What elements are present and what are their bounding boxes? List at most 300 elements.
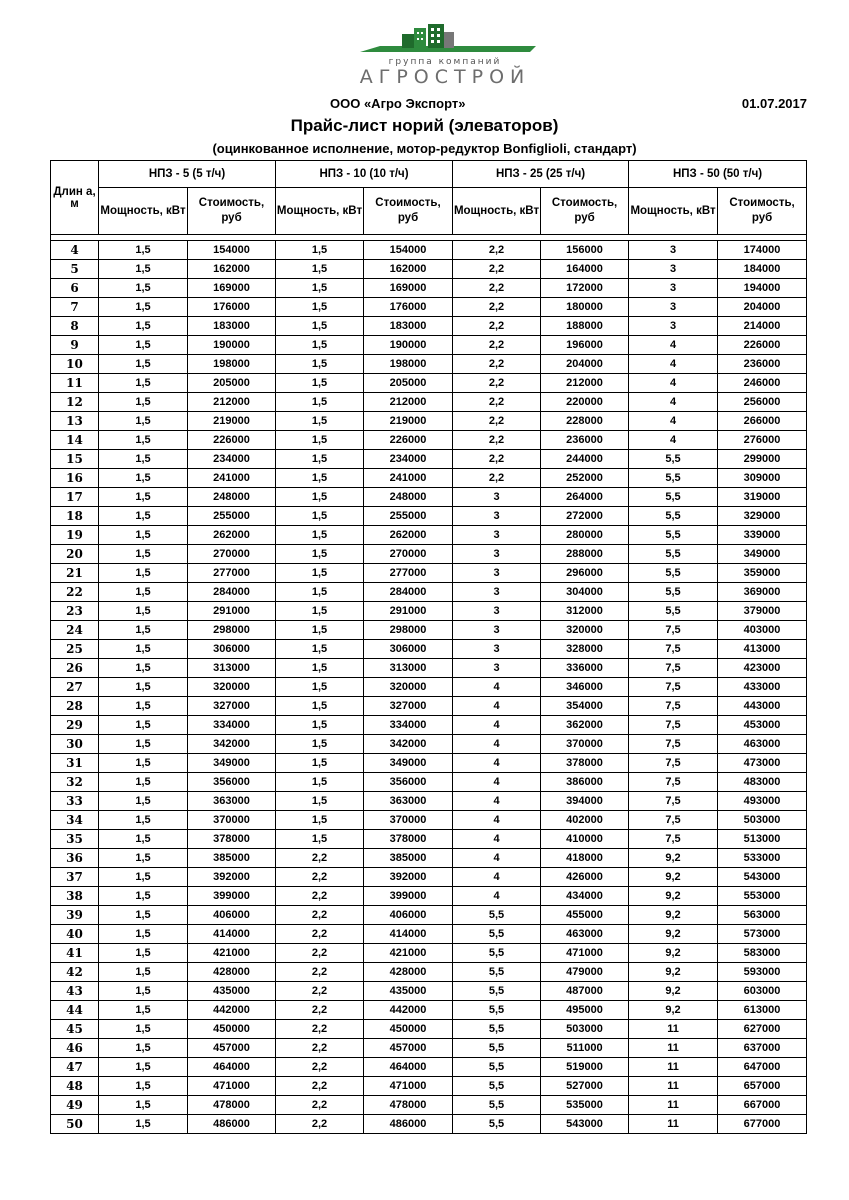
price-cell: 403000 (718, 621, 807, 640)
price-cell: 248000 (188, 488, 276, 507)
table-row (51, 1077, 807, 1096)
price-cell: 457000 (188, 1039, 276, 1058)
power-cell: 4 (629, 374, 718, 393)
price-cell: 677000 (718, 1115, 807, 1134)
price-cell: 369000 (718, 583, 807, 602)
price-cell: 306000 (188, 640, 276, 659)
power-cell: 1,5 (99, 659, 188, 678)
power-cell: 1,5 (276, 792, 364, 811)
power-cell: 1,5 (276, 811, 364, 830)
length-cell: 6 (51, 279, 99, 298)
price-cell: 413000 (718, 640, 807, 659)
length-cell: 48 (51, 1077, 99, 1096)
price-cell: 212000 (188, 393, 276, 412)
price-cell: 471000 (188, 1077, 276, 1096)
power-cell: 5,5 (453, 944, 541, 963)
power-cell: 4 (629, 355, 718, 374)
table-row (51, 773, 807, 792)
power-cell: 1,5 (99, 317, 188, 336)
price-cell: 478000 (188, 1096, 276, 1115)
price-header: Стоимость, руб (188, 188, 276, 235)
price-cell: 603000 (718, 982, 807, 1001)
power-cell: 2,2 (453, 241, 541, 260)
price-cell: 421000 (364, 944, 453, 963)
power-cell: 9,2 (629, 1001, 718, 1020)
price-cell: 320000 (364, 678, 453, 697)
price-cell: 198000 (188, 355, 276, 374)
price-cell: 219000 (364, 412, 453, 431)
power-cell: 7,5 (629, 659, 718, 678)
power-cell: 4 (453, 678, 541, 697)
power-cell: 1,5 (276, 830, 364, 849)
price-cell: 423000 (718, 659, 807, 678)
power-cell: 7,5 (629, 716, 718, 735)
price-cell: 299000 (718, 450, 807, 469)
price-cell: 262000 (364, 526, 453, 545)
table-row (51, 412, 807, 431)
power-cell: 5,5 (453, 1020, 541, 1039)
length-cell: 32 (51, 773, 99, 792)
power-cell: 2,2 (276, 1096, 364, 1115)
power-cell: 3 (453, 659, 541, 678)
length-cell: 18 (51, 507, 99, 526)
power-cell: 2,2 (453, 260, 541, 279)
price-cell: 276000 (718, 431, 807, 450)
price-cell: 435000 (364, 982, 453, 1001)
table-row (51, 868, 807, 887)
power-cell: 1,5 (99, 1077, 188, 1096)
price-cell: 246000 (718, 374, 807, 393)
price-cell: 320000 (188, 678, 276, 697)
price-cell: 349000 (188, 754, 276, 773)
length-cell: 41 (51, 944, 99, 963)
power-cell: 2,2 (453, 317, 541, 336)
price-cell: 226000 (188, 431, 276, 450)
price-cell: 457000 (364, 1039, 453, 1058)
table-row (51, 716, 807, 735)
power-cell: 1,5 (99, 735, 188, 754)
power-cell: 7,5 (629, 792, 718, 811)
power-cell: 2,2 (276, 849, 364, 868)
price-cell: 378000 (364, 830, 453, 849)
power-cell: 1,5 (99, 1020, 188, 1039)
power-cell: 1,5 (276, 488, 364, 507)
price-cell: 234000 (188, 450, 276, 469)
table-row (51, 640, 807, 659)
table-row (51, 982, 807, 1001)
price-table-body (51, 235, 807, 1134)
price-cell: 471000 (541, 944, 629, 963)
power-cell: 4 (453, 754, 541, 773)
price-cell: 433000 (718, 678, 807, 697)
price-cell: 342000 (364, 735, 453, 754)
table-row (51, 298, 807, 317)
power-cell: 4 (453, 716, 541, 735)
price-cell: 487000 (541, 982, 629, 1001)
power-cell: 5,5 (629, 583, 718, 602)
power-cell: 1,5 (99, 678, 188, 697)
power-cell: 9,2 (629, 849, 718, 868)
price-cell: 450000 (364, 1020, 453, 1039)
power-cell: 2,2 (453, 469, 541, 488)
price-cell: 573000 (718, 925, 807, 944)
power-cell: 2,2 (276, 1039, 364, 1058)
price-cell: 205000 (364, 374, 453, 393)
price-cell: 543000 (718, 868, 807, 887)
price-cell: 435000 (188, 982, 276, 1001)
power-cell: 11 (629, 1096, 718, 1115)
price-cell: 196000 (541, 336, 629, 355)
price-cell: 513000 (718, 830, 807, 849)
power-cell: 2,2 (276, 1001, 364, 1020)
power-cell: 11 (629, 1020, 718, 1039)
power-cell: 2,2 (453, 355, 541, 374)
power-cell: 5,5 (629, 602, 718, 621)
price-cell: 327000 (188, 697, 276, 716)
power-cell: 1,5 (276, 279, 364, 298)
price-cell: 453000 (718, 716, 807, 735)
power-cell: 5,5 (453, 1058, 541, 1077)
price-cell: 379000 (718, 602, 807, 621)
length-cell: 16 (51, 469, 99, 488)
power-cell: 1,5 (276, 450, 364, 469)
price-cell: 593000 (718, 963, 807, 982)
table-row (51, 355, 807, 374)
table-row (51, 241, 807, 260)
price-cell: 486000 (364, 1115, 453, 1134)
table-row (51, 925, 807, 944)
power-cell: 11 (629, 1039, 718, 1058)
price-cell: 266000 (718, 412, 807, 431)
power-cell: 3 (453, 602, 541, 621)
power-cell: 3 (453, 564, 541, 583)
price-cell: 320000 (541, 621, 629, 640)
power-cell: 9,2 (629, 963, 718, 982)
table-row (51, 849, 807, 868)
power-cell: 1,5 (276, 583, 364, 602)
length-cell: 43 (51, 982, 99, 1001)
power-cell: 2,2 (453, 374, 541, 393)
price-cell: 291000 (364, 602, 453, 621)
power-cell: 1,5 (99, 716, 188, 735)
table-row (51, 621, 807, 640)
power-cell: 1,5 (99, 773, 188, 792)
price-cell: 327000 (364, 697, 453, 716)
price-cell: 312000 (541, 602, 629, 621)
power-cell: 3 (629, 241, 718, 260)
table-row (51, 336, 807, 355)
price-cell: 533000 (718, 849, 807, 868)
logo-subtitle: группа компаний (388, 57, 502, 67)
length-cell: 7 (51, 298, 99, 317)
price-cell: 479000 (541, 963, 629, 982)
price-cell: 336000 (541, 659, 629, 678)
price-cell: 563000 (718, 906, 807, 925)
price-cell: 304000 (541, 583, 629, 602)
power-cell: 1,5 (99, 374, 188, 393)
price-cell: 241000 (188, 469, 276, 488)
price-cell: 483000 (718, 773, 807, 792)
price-cell: 511000 (541, 1039, 629, 1058)
power-cell: 9,2 (629, 887, 718, 906)
power-cell: 1,5 (99, 507, 188, 526)
power-cell: 5,5 (453, 1039, 541, 1058)
length-cell: 46 (51, 1039, 99, 1058)
power-cell: 1,5 (276, 507, 364, 526)
price-cell: 385000 (364, 849, 453, 868)
power-cell: 4 (453, 887, 541, 906)
price-cell: 190000 (364, 336, 453, 355)
price-cell: 535000 (541, 1096, 629, 1115)
power-cell: 7,5 (629, 754, 718, 773)
price-cell: 399000 (364, 887, 453, 906)
power-cell: 4 (629, 336, 718, 355)
power-cell: 5,5 (453, 925, 541, 944)
length-cell: 35 (51, 830, 99, 849)
power-cell: 1,5 (99, 412, 188, 431)
price-cell: 493000 (718, 792, 807, 811)
power-cell: 2,2 (276, 868, 364, 887)
power-cell: 1,5 (276, 336, 364, 355)
price-cell: 255000 (188, 507, 276, 526)
power-cell: 4 (453, 830, 541, 849)
price-cell: 527000 (541, 1077, 629, 1096)
power-cell: 1,5 (276, 564, 364, 583)
table-row (51, 1096, 807, 1115)
power-header: Мощность, кВт (629, 188, 718, 235)
power-cell: 3 (453, 621, 541, 640)
price-cell: 291000 (188, 602, 276, 621)
length-cell: 13 (51, 412, 99, 431)
price-cell: 219000 (188, 412, 276, 431)
power-cell: 7,5 (629, 735, 718, 754)
table-row (51, 469, 807, 488)
table-row (51, 906, 807, 925)
price-cell: 296000 (541, 564, 629, 583)
power-cell: 2,2 (453, 393, 541, 412)
price-cell: 363000 (188, 792, 276, 811)
power-cell: 1,5 (99, 640, 188, 659)
price-cell: 346000 (541, 678, 629, 697)
price-cell: 464000 (364, 1058, 453, 1077)
price-table (50, 160, 807, 1134)
page-title: Прайс-лист норий (элеваторов) (290, 116, 559, 135)
power-cell: 2,2 (276, 982, 364, 1001)
price-cell: 212000 (364, 393, 453, 412)
length-cell: 17 (51, 488, 99, 507)
length-cell: 10 (51, 355, 99, 374)
power-cell: 1,5 (276, 716, 364, 735)
price-cell: 270000 (188, 545, 276, 564)
power-cell: 11 (629, 1077, 718, 1096)
power-cell: 2,2 (276, 906, 364, 925)
table-row (51, 1001, 807, 1020)
table-row (51, 545, 807, 564)
power-cell: 7,5 (629, 773, 718, 792)
power-cell: 1,5 (99, 849, 188, 868)
price-cell: 356000 (364, 773, 453, 792)
power-cell: 2,2 (453, 431, 541, 450)
power-cell: 2,2 (276, 1020, 364, 1039)
power-cell: 1,5 (276, 754, 364, 773)
power-cell: 3 (453, 507, 541, 526)
power-cell: 1,5 (99, 925, 188, 944)
table-row (51, 792, 807, 811)
table-row (51, 963, 807, 982)
table-row (51, 1020, 807, 1039)
power-cell: 7,5 (629, 621, 718, 640)
price-cell: 226000 (364, 431, 453, 450)
power-cell: 1,5 (99, 963, 188, 982)
price-cell: 236000 (718, 355, 807, 374)
group-header-npz10: НПЗ - 10 (10 т/ч) (276, 161, 453, 188)
table-row (51, 944, 807, 963)
length-cell: 20 (51, 545, 99, 564)
table-row (51, 260, 807, 279)
power-header: Мощность, кВт (276, 188, 364, 235)
price-cell: 228000 (541, 412, 629, 431)
power-cell: 1,5 (276, 545, 364, 564)
table-row (51, 887, 807, 906)
price-cell: 205000 (188, 374, 276, 393)
power-cell: 1,5 (99, 279, 188, 298)
price-header: Стоимость, руб (364, 188, 453, 235)
power-cell: 1,5 (276, 431, 364, 450)
price-cell: 236000 (541, 431, 629, 450)
group-header-npz25: НПЗ - 25 (25 т/ч) (453, 161, 629, 188)
price-cell: 473000 (718, 754, 807, 773)
company-name: ООО «Агро Экспорт» (330, 96, 466, 111)
price-cell: 264000 (541, 488, 629, 507)
price-cell: 288000 (541, 545, 629, 564)
power-cell: 3 (629, 260, 718, 279)
power-cell: 2,2 (453, 412, 541, 431)
length-cell: 27 (51, 678, 99, 697)
power-header: Мощность, кВт (453, 188, 541, 235)
price-cell: 363000 (364, 792, 453, 811)
length-cell: 40 (51, 925, 99, 944)
length-cell: 21 (51, 564, 99, 583)
price-cell: 583000 (718, 944, 807, 963)
power-cell: 1,5 (99, 393, 188, 412)
price-cell: 399000 (188, 887, 276, 906)
power-cell: 5,5 (453, 963, 541, 982)
price-cell: 313000 (364, 659, 453, 678)
price-cell: 162000 (188, 260, 276, 279)
power-cell: 2,2 (453, 336, 541, 355)
power-cell: 1,5 (276, 260, 364, 279)
power-cell: 3 (453, 640, 541, 659)
power-cell: 2,2 (453, 279, 541, 298)
price-cell: 176000 (188, 298, 276, 317)
power-cell: 1,5 (99, 1001, 188, 1020)
price-cell: 284000 (364, 583, 453, 602)
power-cell: 1,5 (276, 469, 364, 488)
length-cell: 33 (51, 792, 99, 811)
table-row (51, 374, 807, 393)
power-cell: 1,5 (99, 526, 188, 545)
price-cell: 198000 (364, 355, 453, 374)
price-cell: 309000 (718, 469, 807, 488)
power-cell: 1,5 (276, 241, 364, 260)
price-cell: 450000 (188, 1020, 276, 1039)
price-cell: 162000 (364, 260, 453, 279)
price-cell: 280000 (541, 526, 629, 545)
table-row (51, 1039, 807, 1058)
price-cell: 402000 (541, 811, 629, 830)
company-logo (350, 22, 540, 88)
power-cell: 1,5 (99, 811, 188, 830)
power-cell: 2,2 (276, 925, 364, 944)
length-cell: 29 (51, 716, 99, 735)
price-cell: 406000 (364, 906, 453, 925)
length-cell: 34 (51, 811, 99, 830)
power-cell: 3 (453, 488, 541, 507)
price-cell: 169000 (188, 279, 276, 298)
power-cell: 4 (629, 412, 718, 431)
price-cell: 154000 (364, 241, 453, 260)
power-cell: 1,5 (99, 887, 188, 906)
power-cell: 1,5 (99, 298, 188, 317)
power-cell: 7,5 (629, 830, 718, 849)
length-cell: 39 (51, 906, 99, 925)
power-cell: 1,5 (276, 355, 364, 374)
table-row (51, 279, 807, 298)
price-cell: 256000 (718, 393, 807, 412)
length-cell: 22 (51, 583, 99, 602)
power-cell: 4 (629, 393, 718, 412)
price-cell: 418000 (541, 849, 629, 868)
table-row (51, 583, 807, 602)
price-cell: 442000 (364, 1001, 453, 1020)
power-cell: 5,5 (629, 450, 718, 469)
length-cell: 37 (51, 868, 99, 887)
power-cell: 4 (453, 868, 541, 887)
power-cell: 4 (453, 773, 541, 792)
power-cell: 1,5 (276, 640, 364, 659)
power-cell: 9,2 (629, 868, 718, 887)
price-cell: 503000 (718, 811, 807, 830)
price-cell: 426000 (541, 868, 629, 887)
power-cell: 1,5 (99, 830, 188, 849)
length-cell: 9 (51, 336, 99, 355)
group-header-npz5: НПЗ - 5 (5 т/ч) (99, 161, 276, 188)
price-cell: 306000 (364, 640, 453, 659)
power-cell: 1,5 (99, 602, 188, 621)
price-cell: 370000 (188, 811, 276, 830)
power-cell: 3 (629, 298, 718, 317)
power-cell: 1,5 (99, 697, 188, 716)
price-cell: 241000 (364, 469, 453, 488)
price-cell: 164000 (541, 260, 629, 279)
power-cell: 4 (453, 811, 541, 830)
price-cell: 428000 (364, 963, 453, 982)
price-cell: 244000 (541, 450, 629, 469)
length-cell: 24 (51, 621, 99, 640)
table-row (51, 678, 807, 697)
power-cell: 3 (453, 545, 541, 564)
table-row (51, 488, 807, 507)
price-cell: 463000 (541, 925, 629, 944)
power-cell: 1,5 (276, 621, 364, 640)
price-cell: 183000 (188, 317, 276, 336)
power-cell: 1,5 (276, 678, 364, 697)
price-cell: 220000 (541, 393, 629, 412)
power-cell: 3 (629, 279, 718, 298)
power-cell: 5,5 (453, 1096, 541, 1115)
table-row (51, 811, 807, 830)
power-cell: 1,5 (99, 336, 188, 355)
